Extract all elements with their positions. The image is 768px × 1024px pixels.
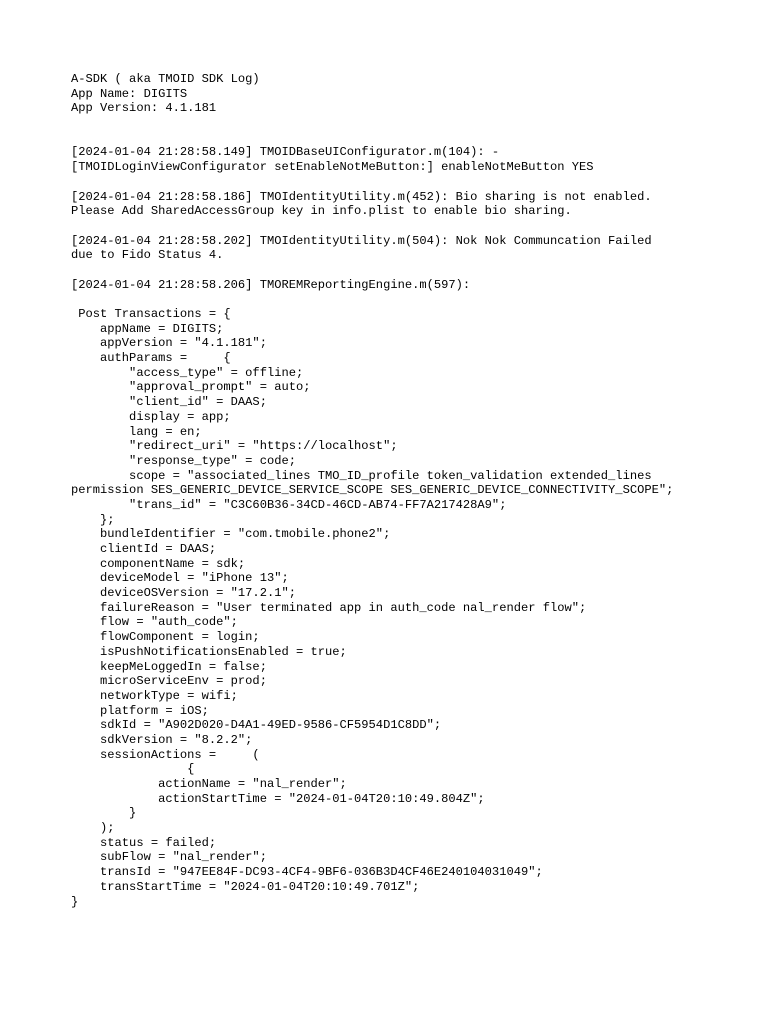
- transaction-line: actionName = "nal_render";: [71, 777, 347, 791]
- transaction-line: clientId = DAAS;: [71, 542, 217, 556]
- transaction-line: "client_id" = DAAS;: [71, 395, 267, 410]
- blank-line: [71, 131, 761, 146]
- blank-line: [71, 263, 761, 278]
- transaction-line: deviceOSVersion = "17.2.1";: [71, 586, 296, 601]
- transaction-line: sdkVersion = "8.2.2";: [71, 732, 253, 747]
- log-entry: [71, 278, 761, 293]
- transactions-block: [71, 307, 761, 909]
- blank-line: [71, 175, 761, 190]
- transaction-line: sdkId = "A902D020-D4A1-49ED-9586-CF5954D1C8DD";: [71, 718, 442, 733]
- blank-line: [71, 116, 761, 131]
- log-line: due to Fido Status 4.: [71, 248, 224, 263]
- header-title: A-SDK ( aka TMOID SDK Log): [71, 72, 260, 86]
- log-line: [2024-01-04 21:28:58.206] TMOREMReportingEngine.m(597):: [71, 277, 471, 292]
- transaction-line: "redirect_uri" = "https://localhost";: [71, 439, 398, 454]
- transaction-line: microServiceEnv = prod;: [71, 674, 267, 689]
- transaction-line: "approval_prompt" = auto;: [71, 380, 311, 395]
- transaction-line: };: [71, 512, 115, 527]
- transaction-line: flowComponent = login;: [71, 630, 260, 645]
- transaction-line: {: [71, 762, 195, 777]
- transaction-line: scope = "associated_lines TMO_ID_profile token_validation extended_lines: [71, 468, 652, 483]
- log-line: [2024-01-04 21:28:58.186] TMOIdentityUtility.m(452): Bio sharing is not enabled.: [71, 189, 652, 204]
- app-version-line: App Version: 4.1.181: [71, 101, 217, 116]
- transaction-line: );: [71, 821, 115, 836]
- transaction-line: keepMeLoggedIn = false;: [71, 659, 267, 674]
- transaction-line: lang = en;: [71, 424, 202, 439]
- transaction-line: bundleIdentifier = "com.tmobile.phone2";: [71, 527, 391, 542]
- log-line: Please Add SharedAccessGroup key in info.plist to enable bio sharing.: [71, 204, 572, 219]
- transaction-line: networkType = wifi;: [71, 688, 238, 703]
- transaction-line: actionStartTime = "2024-01-04T20:10:49.804Z";: [71, 791, 485, 806]
- transaction-line: transId = "947EE84F-DC93-4CF4-9BF6-036B3D4CF46E240104031049";: [71, 865, 543, 880]
- transaction-line: "access_type" = offline;: [71, 365, 304, 380]
- transaction-line: "trans_id" = "C3C60B36-34CD-46CD-AB74-FF7A217428A9";: [71, 497, 507, 512]
- log-entry: [71, 190, 761, 219]
- transaction-line: appVersion = "4.1.181";: [71, 336, 267, 351]
- blank-line: [71, 219, 761, 234]
- transaction-line: failureReason = "User terminated app in auth_code nal_render flow";: [71, 600, 587, 615]
- transaction-line: sessionActions = (: [71, 747, 260, 762]
- blank-line: [71, 292, 761, 307]
- transaction-line: permission SES_GENERIC_DEVICE_SERVICE_SCOPE SES_GENERIC_DEVICE_CONNECTIVITY_SCOPE";: [71, 483, 674, 498]
- transaction-line: subFlow = "nal_render";: [71, 850, 267, 865]
- transaction-line: deviceModel = "iPhone 13";: [71, 571, 289, 586]
- log-entry: [71, 145, 761, 174]
- transaction-line: status = failed;: [71, 835, 217, 850]
- transaction-line: authParams = {: [71, 351, 231, 366]
- log-entry: [71, 234, 761, 263]
- transaction-line: platform = iOS;: [71, 703, 209, 718]
- app-name-line: App Name: DIGITS: [71, 86, 188, 101]
- transaction-line: }: [71, 894, 79, 909]
- transaction-line: componentName = sdk;: [71, 556, 246, 571]
- transaction-line: isPushNotificationsEnabled = true;: [71, 644, 347, 659]
- log-line: [TMOIDLoginViewConfigurator setEnableNotMeButton:] enableNotMeButton YES: [71, 160, 594, 175]
- log-document: [71, 72, 761, 909]
- transaction-line: appName = DIGITS;: [71, 321, 224, 336]
- transaction-line: transStartTime = "2024-01-04T20:10:49.701Z";: [71, 879, 420, 894]
- log-line: [2024-01-04 21:28:58.149] TMOIDBaseUIConfigurator.m(104): -: [71, 145, 500, 160]
- transaction-line: Post Transactions = {: [71, 307, 231, 321]
- transaction-line: display = app;: [71, 409, 231, 424]
- transaction-line: "response_type" = code;: [71, 453, 296, 468]
- transaction-line: flow = "auth_code";: [71, 615, 238, 630]
- log-line: [2024-01-04 21:28:58.202] TMOIdentityUtility.m(504): Nok Nok Communcation Failed: [71, 233, 652, 248]
- transaction-line: }: [71, 806, 137, 821]
